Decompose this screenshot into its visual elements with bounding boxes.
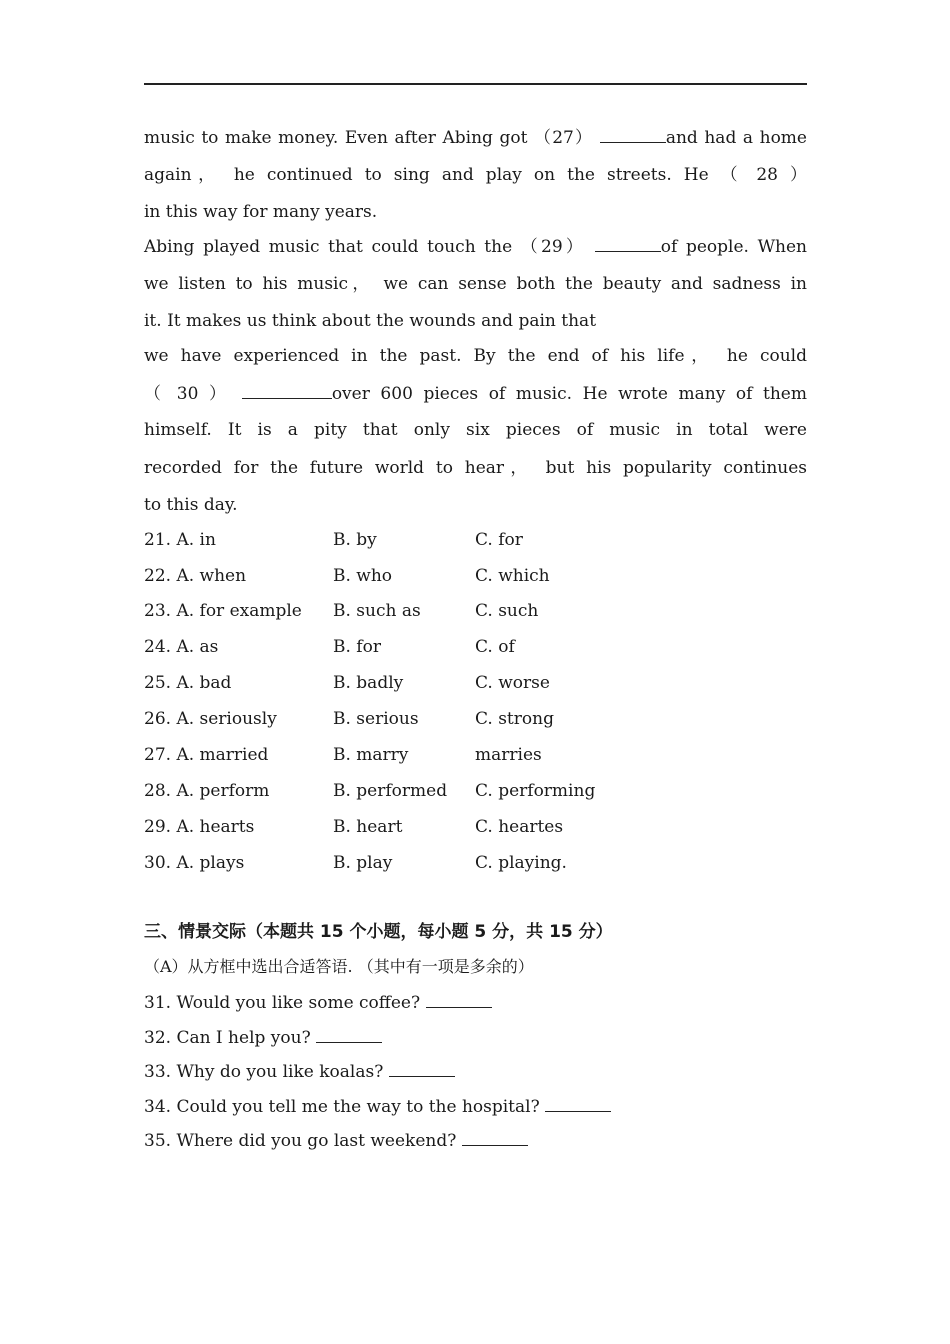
passage-line: we have experienced in the past. By the end of his life， he could: [144, 346, 807, 366]
option-a: 30. A. plays: [144, 853, 245, 873]
option-c: marries: [475, 745, 542, 765]
passage-line: again， he continued to sing and play on the streets. He （ 28 ）: [144, 165, 807, 185]
passage-line: we listen to his music， we can sense both the beauty and sadness in: [144, 274, 807, 294]
answer-blank-29: [595, 235, 661, 252]
option-a: 29. A. hearts: [144, 817, 255, 837]
answer-blank: [389, 1060, 455, 1077]
option-a: 28. A. perform: [144, 781, 270, 801]
option-b: B. who: [333, 566, 393, 586]
passage-line: recorded for the future world to hear， but his popularity continues: [144, 458, 807, 478]
option-a: 23. A. for example: [144, 601, 302, 621]
option-b: B. marry: [333, 745, 409, 765]
option-c: C. which: [475, 566, 550, 586]
passage-line: Abing played music that could touch the （29） of people. When: [144, 237, 808, 257]
option-b: B. badly: [333, 673, 404, 693]
passage-line: （ 30 ） over 600 pieces of music. He wrote many of them: [144, 384, 807, 404]
answer-blank-27: [600, 126, 666, 143]
option-b: B. performed: [333, 781, 448, 801]
option-b: B. serious: [333, 709, 419, 729]
option-c: C. playing.: [475, 853, 567, 873]
option-b: B. by: [333, 530, 377, 550]
option-c: C. heartes: [475, 817, 564, 837]
option-c: C. strong: [475, 709, 554, 729]
question-item: 32. Can I help you?: [144, 1026, 382, 1049]
option-a: 25. A. bad: [144, 673, 232, 693]
header-rule: [144, 83, 807, 85]
option-a: 21. A. in: [144, 530, 216, 550]
answer-blank: [316, 1026, 382, 1043]
option-a: 26. A. seriously: [144, 709, 277, 729]
option-c: C. for: [475, 530, 523, 550]
option-b: B. such as: [333, 601, 421, 621]
answer-blank: [462, 1129, 528, 1146]
section-heading: 三、情景交际（本题共 15 个小题，每小题 5 分，共 15 分）: [144, 922, 613, 942]
option-b: B. for: [333, 637, 381, 657]
passage-line: music to make money. Even after Abing got （27） and had a home: [144, 128, 807, 148]
answer-blank-30: [242, 382, 332, 399]
question-item: 34. Could you tell me the way to the hospital?: [144, 1095, 611, 1118]
passage-line: to this day.: [144, 495, 238, 515]
question-item: 35. Where did you go last weekend?: [144, 1129, 528, 1152]
question-item: 31. Would you like some coffee?: [144, 991, 492, 1014]
option-b: B. play: [333, 853, 393, 873]
option-a: 27. A. married: [144, 745, 269, 765]
passage-line: it. It makes us think about the wounds and pain that: [144, 311, 597, 331]
question-item: 33. Why do you like koalas?: [144, 1060, 455, 1083]
answer-blank: [545, 1095, 611, 1112]
option-a: 24. A. as: [144, 637, 219, 657]
option-a: 22. A. when: [144, 566, 247, 586]
passage-line: in this way for many years.: [144, 202, 378, 222]
option-c: C. of: [475, 637, 515, 657]
option-c: C. performing: [475, 781, 596, 801]
answer-blank: [426, 991, 492, 1008]
section-instruction: （A）从方框中选出合适答语. （其中有一项是多余的）: [144, 957, 534, 976]
passage-line: himself. It is a pity that only six pieces of music in total were: [144, 420, 807, 440]
option-c: C. such: [475, 601, 539, 621]
option-b: B. heart: [333, 817, 403, 837]
option-c: C. worse: [475, 673, 550, 693]
